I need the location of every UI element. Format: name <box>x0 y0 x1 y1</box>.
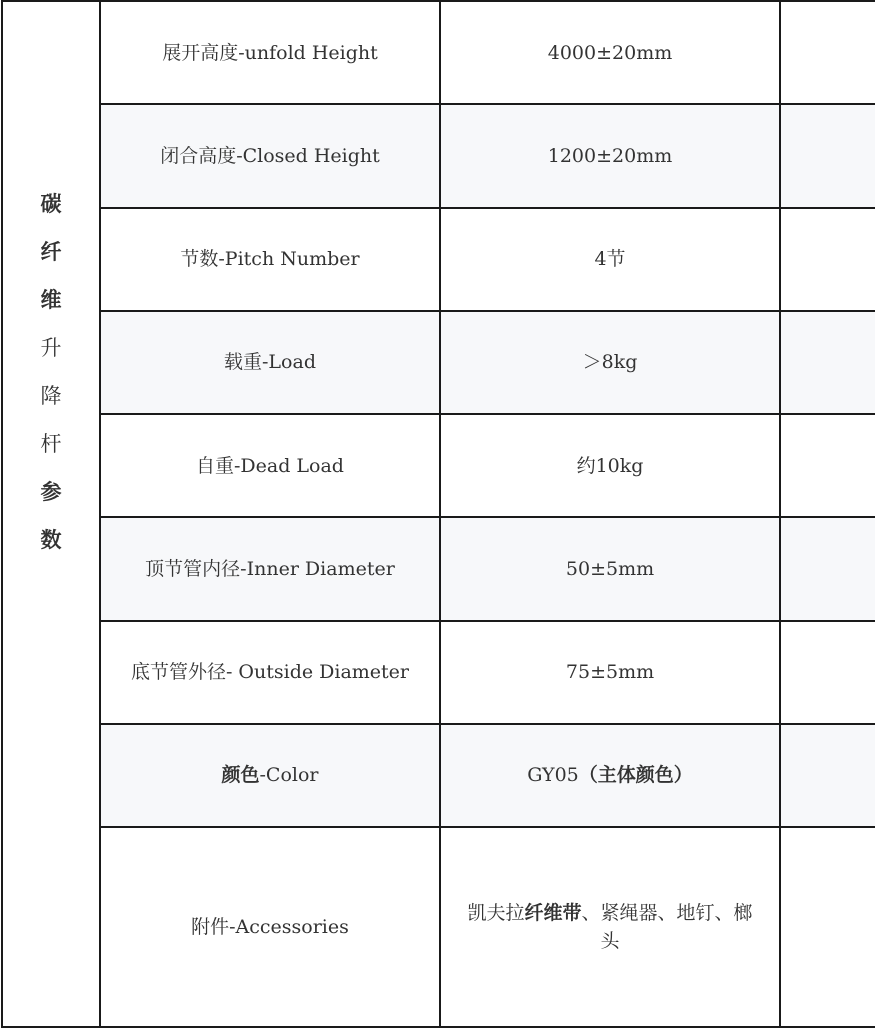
row-label-inner-diameter: 顶节管内径-Inner Diameter <box>100 517 440 620</box>
row-label-dead-load: 自重-Dead Load <box>100 414 440 517</box>
row-value-inner-diameter: 50±5mm <box>440 517 780 620</box>
row-label-closed-height: 闭合高度-Closed Height <box>100 104 440 207</box>
side-title-char: 降 <box>40 384 62 408</box>
row-value-outside-diameter: 75±5mm <box>440 621 780 724</box>
table-row <box>2 104 875 207</box>
row-value-accessories <box>440 827 780 1027</box>
accessories-text-post: 、紧绳器、地钉、榔头 <box>581 902 753 952</box>
row-extra-cell <box>780 104 875 207</box>
row-value-color-code: GY05 <box>527 764 579 787</box>
table-row <box>2 827 875 1027</box>
row-label-load: 载重-Load <box>100 311 440 414</box>
spec-table <box>1 0 875 1028</box>
accessories-text <box>465 899 755 955</box>
side-title-char: 碳 <box>40 192 62 216</box>
side-title-char: 数 <box>40 528 62 552</box>
row-label-outside-diameter: 底节管外径- Outside Diameter <box>100 621 440 724</box>
row-extra-cell <box>780 621 875 724</box>
table-row <box>2 311 875 414</box>
table-row <box>2 1 875 104</box>
side-title-char: 纤 <box>40 240 62 264</box>
row-extra-cell <box>780 517 875 620</box>
row-extra-cell <box>780 414 875 517</box>
side-title-char: 维 <box>40 288 62 312</box>
row-extra-cell <box>780 724 875 827</box>
row-label-color-cn: 颜色 <box>221 764 260 787</box>
row-label-unfold-height: 展开高度-unfold Height <box>100 1 440 104</box>
side-title-char: 升 <box>40 336 62 360</box>
side-title-char: 参 <box>40 480 62 504</box>
row-value-color-note: （主体颜色） <box>578 764 693 787</box>
table-row <box>2 517 875 620</box>
table-row <box>2 724 875 827</box>
side-title <box>38 92 64 564</box>
row-value-color <box>440 724 780 827</box>
row-label-color-en: -Color <box>259 764 319 787</box>
side-title-cell <box>2 1 100 1027</box>
row-value-pitch-number: 4节 <box>440 208 780 311</box>
row-value-closed-height: 1200±20mm <box>440 104 780 207</box>
row-value-dead-load: 约10kg <box>440 414 780 517</box>
row-value-unfold-height: 4000±20mm <box>440 1 780 104</box>
row-extra-cell <box>780 827 875 1027</box>
table-row <box>2 621 875 724</box>
row-value-load: ＞8kg <box>440 311 780 414</box>
row-label-pitch-number: 节数-Pitch Number <box>100 208 440 311</box>
row-extra-cell <box>780 208 875 311</box>
table-row <box>2 414 875 517</box>
accessories-text-pre: 凯夫拉 <box>467 902 525 924</box>
row-extra-cell <box>780 1 875 104</box>
side-title-char: 杆 <box>40 432 62 456</box>
table-row <box>2 208 875 311</box>
accessories-text-bold: 纤维带 <box>524 902 582 924</box>
row-label-color <box>100 724 440 827</box>
row-extra-cell <box>780 311 875 414</box>
row-label-accessories: 附件-Accessories <box>100 827 440 1027</box>
